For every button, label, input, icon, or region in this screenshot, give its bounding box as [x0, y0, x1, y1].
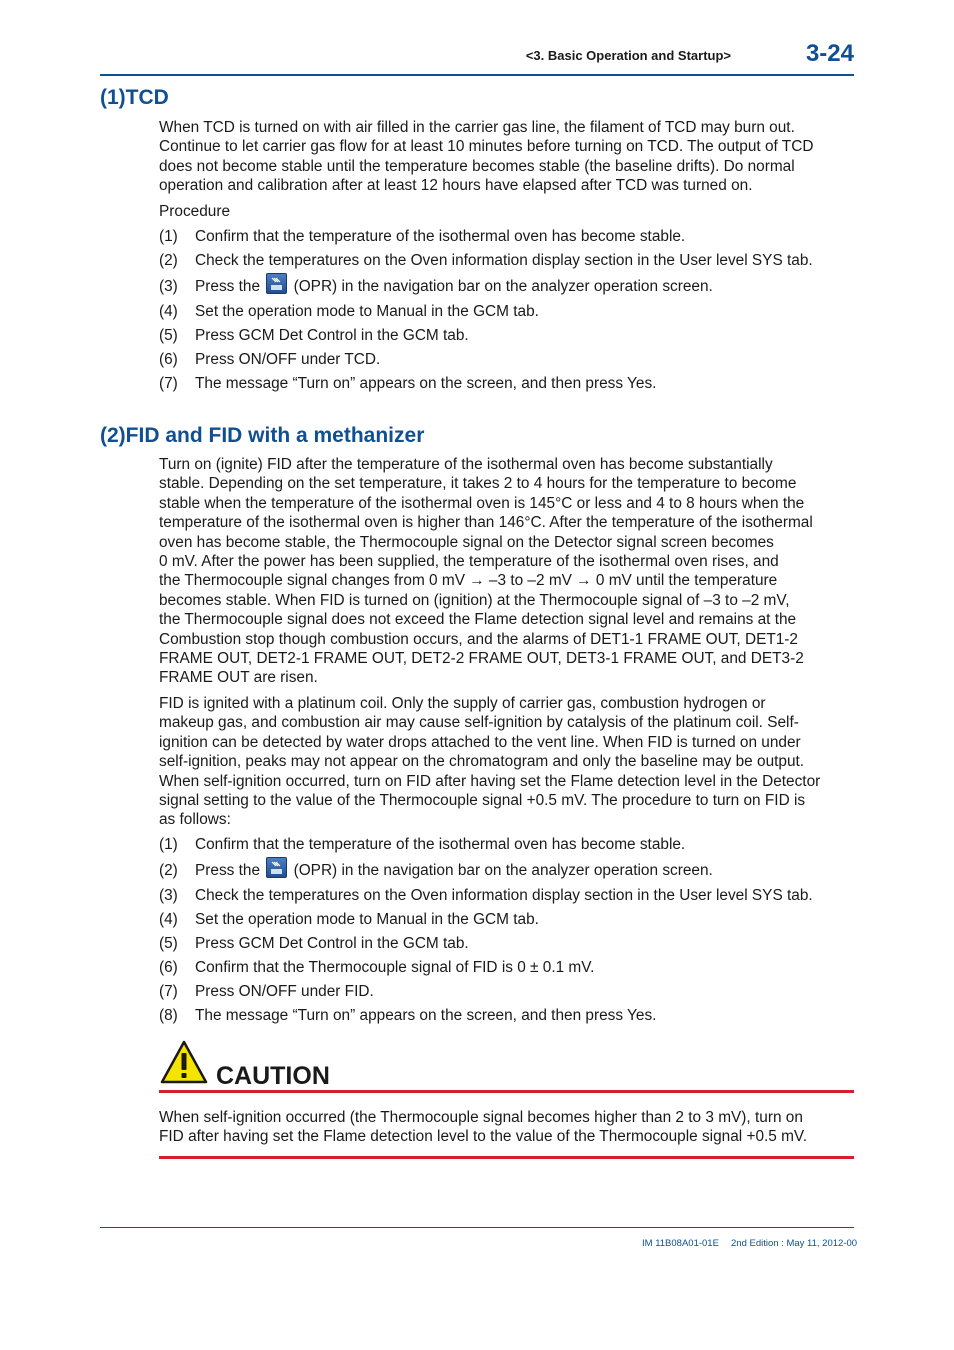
text-line: the Thermocouple signal changes from 0 mV → –3 to –2 mV → 0 mV until the temperature [159, 572, 778, 590]
list-item [159, 273, 859, 300]
step-text: Press ON/OFF under TCD. [195, 351, 381, 368]
text-line: FID after having set the Flame detection level to the value of the Thermocouple signal +0.5 mV. [159, 1128, 808, 1146]
step-text: Press ON/OFF under FID. [195, 983, 374, 1000]
caution-top-rule [159, 1090, 854, 1093]
list-item [159, 300, 859, 324]
step-number: (1) [159, 228, 178, 245]
step-text: Confirm that the temperature of the isothermal oven has become stable. [195, 228, 686, 245]
page-number: 3-24 [805, 40, 854, 67]
section-heading-fid: (2)FID and FID with a methanizer [100, 424, 425, 447]
list-item [159, 884, 859, 908]
text-line: FID is ignited with a platinum coil. Only the supply of carrier gas, combustion hydrogen or [159, 695, 766, 712]
step-text-after: (OPR) in the navigation bar on the analyzer operation screen. [293, 862, 713, 879]
opr-icon [266, 857, 287, 878]
footer-doc-id: IM 11B08A01-01E [642, 1238, 719, 1249]
footer-edition: 2nd Edition : May 11, 2012-00 [731, 1238, 858, 1249]
text-line: self-ignition, peaks may not appear on the chromatogram and only the baseline may be output. [159, 753, 805, 771]
text-line: oven has become stable, the Thermocouple signal on the Detector signal screen becomes [159, 533, 774, 551]
tcd-procedure-list [159, 225, 859, 396]
list-item [159, 932, 859, 956]
text-line: stable. Depending on the set temperature, it takes 2 to 4 hours for the temperature to become [159, 475, 797, 493]
list-item [159, 833, 859, 857]
text-line: makeup gas, and combustion air may cause self-ignition by catalysis of the platinum coil. Self- [159, 714, 799, 732]
step-text-before: Press the [195, 278, 261, 295]
text-line: temperature of the isothermal oven is higher than 146°C. After the temperature of the isothermal [159, 514, 813, 532]
step-text: The message “Turn on” appears on the screen, and then press Yes. [195, 1007, 657, 1024]
text-line: signal setting to the value of the Thermocouple signal +0.5 mV. The procedure to turn on FID is [159, 792, 806, 810]
step-number: (6) [159, 351, 178, 368]
step-text [195, 273, 713, 300]
step-number: (2) [159, 862, 178, 879]
step-number: (3) [159, 887, 178, 904]
list-item [159, 956, 859, 980]
step-number: (5) [159, 935, 178, 952]
text-line: Continue to let carrier gas flow for at least 10 minutes before turning on TCD. The output of TCD [159, 138, 814, 156]
opr-icon [266, 273, 287, 294]
text-line: becomes stable. When FID is turned on (ignition) at the Thermocouple signal of –3 to –2 mV, [159, 591, 790, 609]
step-text: Check the temperatures on the Oven information display section in the User level SYS tab. [195, 252, 813, 269]
list-item [159, 225, 859, 249]
list-item [159, 980, 859, 1004]
text-line: does not become stable until the temperature becomes stable (the baseline drifts). Do normal [159, 157, 795, 175]
list-item [159, 908, 859, 932]
text-line: FRAME OUT are risen. [159, 669, 318, 687]
fid-procedure-list [159, 833, 859, 1028]
header-chapter: <3. Basic Operation and Startup> [525, 48, 731, 63]
step-number: (8) [159, 1007, 178, 1024]
fid-paragraph-2 [159, 694, 859, 830]
warning-triangle-icon [160, 1040, 208, 1089]
list-item [159, 324, 859, 348]
step-text [195, 857, 713, 884]
caution-text [159, 1108, 859, 1147]
footer-rule [100, 1227, 854, 1228]
fid-paragraph-1 [159, 455, 859, 688]
list-item [159, 348, 859, 372]
list-item [159, 1004, 859, 1028]
step-text: Press GCM Det Control in the GCM tab. [195, 935, 469, 952]
step-number: (2) [159, 252, 178, 269]
procedure-label: Procedure [159, 203, 231, 220]
text-line: FRAME OUT, DET2-1 FRAME OUT, DET2-2 FRAME OUT, DET3-1 FRAME OUT, and DET3-2 [159, 650, 804, 668]
caution-title: CAUTION [216, 1062, 330, 1090]
step-number: (5) [159, 327, 178, 344]
text-line: stable when the temperature of the isothermal oven is 145°C or less and 4 to 8 hours when the [159, 494, 805, 512]
header-rule [100, 74, 854, 76]
text-line: operation and calibration after at least 12 hours have elapsed after TCD was turned on. [159, 177, 753, 195]
text-line: the Thermocouple signal does not exceed the Flame detection signal level and remains at the [159, 611, 797, 629]
text-line: ignition can be detected by water drops attached to the vent line. When FID is turned on under [159, 733, 801, 751]
step-number: (1) [159, 836, 178, 853]
step-text-before: Press the [195, 862, 261, 879]
step-number: (7) [159, 375, 178, 392]
text-line: 0 mV. After the power has been supplied, the temperature of the isothermal oven rises, and [159, 553, 779, 571]
step-text: Press GCM Det Control in the GCM tab. [195, 327, 469, 344]
step-number: (3) [159, 278, 178, 295]
step-text: Check the temperatures on the Oven information display section in the User level SYS tab. [195, 887, 813, 904]
text-line: When self-ignition occurred, turn on FID after having set the Flame detection level in the Detector [159, 772, 821, 790]
text-line: Combustion stop though combustion occurs, and the alarms of DET1-1 FRAME OUT, DET1-2 [159, 630, 798, 648]
text-line: When self-ignition occurred (the Thermocouple signal becomes higher than 2 to 3 mV), turn on [159, 1109, 803, 1126]
step-number: (4) [159, 303, 178, 320]
tcd-intro [159, 118, 859, 196]
caution-bottom-rule [159, 1156, 854, 1159]
list-item [159, 857, 859, 884]
text-line: as follows: [159, 811, 231, 829]
text-line: When TCD is turned on with air filled in the carrier gas line, the filament of TCD may burn out. [159, 119, 795, 136]
step-text: The message “Turn on” appears on the screen, and then press Yes. [195, 375, 657, 392]
step-number: (6) [159, 959, 178, 976]
step-text: Set the operation mode to Manual in the GCM tab. [195, 303, 539, 320]
list-item [159, 249, 859, 273]
text-line: Turn on (ignite) FID after the temperature of the isothermal oven has become substantially [159, 456, 773, 473]
step-text: Confirm that the Thermocouple signal of FID is 0 ± 0.1 mV. [195, 959, 595, 976]
list-item [159, 372, 859, 396]
step-text: Confirm that the temperature of the isothermal oven has become stable. [195, 836, 686, 853]
section-heading-tcd: (1)TCD [100, 86, 169, 109]
step-text-after: (OPR) in the navigation bar on the analyzer operation screen. [293, 278, 713, 295]
step-text: Set the operation mode to Manual in the GCM tab. [195, 911, 539, 928]
step-number: (4) [159, 911, 178, 928]
step-number: (7) [159, 983, 178, 1000]
